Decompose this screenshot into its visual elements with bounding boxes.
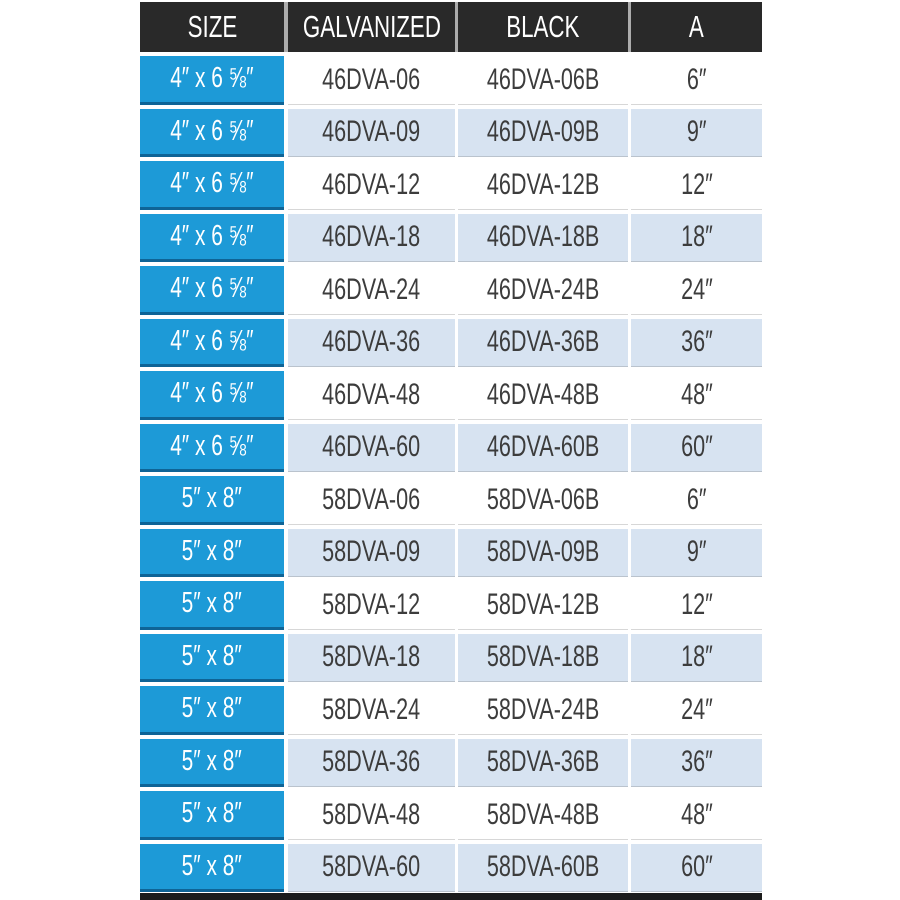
galvanized-cell — [288, 529, 455, 578]
size-cell-text: 4″ x 6 ⅝″ — [170, 429, 254, 462]
a-cell-text: 9″ — [686, 115, 707, 149]
a-cell-text: 6″ — [686, 62, 707, 96]
galvanized-cell-text: 58DVA-12 — [322, 587, 421, 621]
header-cell-size — [140, 2, 284, 52]
a-cell-text: 18″ — [680, 640, 713, 674]
galvanized-cell — [288, 371, 455, 420]
black-cell — [458, 56, 628, 105]
black-cell — [458, 266, 628, 315]
size-cell-text: 5″ x 8″ — [181, 744, 243, 777]
size-cell-text: 5″ x 8″ — [181, 849, 243, 882]
black-cell — [458, 686, 628, 735]
size-cell — [140, 319, 284, 368]
header-cell-galvanized — [288, 2, 455, 52]
table-row — [140, 109, 762, 158]
table-row — [140, 214, 762, 263]
galvanized-cell — [288, 739, 455, 788]
galvanized-cell — [288, 266, 455, 315]
black-cell-text: 58DVA-09B — [486, 535, 600, 569]
table-row — [140, 739, 762, 788]
table-row — [140, 634, 762, 683]
galvanized-cell — [288, 319, 455, 368]
galvanized-cell-text: 46DVA-06 — [322, 62, 421, 96]
black-cell-text: 46DVA-60B — [486, 430, 600, 464]
black-cell — [458, 791, 628, 840]
a-cell-text: 9″ — [686, 535, 707, 569]
a-cell — [631, 371, 762, 420]
size-cell-text: 5″ x 8″ — [181, 692, 243, 725]
galvanized-cell — [288, 844, 455, 893]
galvanized-cell-text: 58DVA-24 — [322, 692, 421, 726]
size-cell-text: 4″ x 6 ⅝″ — [170, 272, 254, 305]
a-cell-text: 12″ — [680, 587, 713, 621]
a-cell-text: 6″ — [686, 482, 707, 516]
a-cell-text: 24″ — [680, 692, 713, 726]
table-body — [140, 56, 762, 892]
table-row — [140, 319, 762, 368]
table-row — [140, 371, 762, 420]
black-cell-text: 58DVA-60B — [486, 850, 600, 884]
galvanized-cell — [288, 686, 455, 735]
galvanized-cell-text: 46DVA-36 — [322, 325, 421, 359]
black-cell — [458, 739, 628, 788]
size-cell-text: 4″ x 6 ⅝″ — [170, 377, 254, 410]
galvanized-cell — [288, 161, 455, 210]
size-cell-text: 5″ x 8″ — [181, 797, 243, 830]
galvanized-cell-text: 58DVA-06 — [322, 482, 421, 516]
a-cell — [631, 529, 762, 578]
table-row — [140, 529, 762, 578]
black-cell — [458, 109, 628, 158]
size-cell — [140, 109, 284, 158]
galvanized-cell-text: 58DVA-60 — [322, 850, 421, 884]
galvanized-cell-text: 46DVA-18 — [322, 220, 421, 254]
header-label-a: A — [689, 9, 704, 44]
size-cell — [140, 56, 284, 105]
table-row — [140, 424, 762, 473]
size-cell — [140, 844, 284, 893]
galvanized-cell-text: 58DVA-36 — [322, 745, 421, 779]
a-cell — [631, 686, 762, 735]
header-label-black: BLACK — [506, 9, 580, 44]
galvanized-cell-text: 46DVA-60 — [322, 430, 421, 464]
black-cell — [458, 424, 628, 473]
size-cell-text: 4″ x 6 ⅝″ — [170, 114, 254, 147]
galvanized-cell-text: 58DVA-09 — [322, 535, 421, 569]
table-bottom-border — [140, 893, 762, 900]
size-cell — [140, 686, 284, 735]
table-row — [140, 476, 762, 525]
a-cell — [631, 581, 762, 630]
black-cell-text: 58DVA-12B — [486, 587, 600, 621]
black-cell — [458, 214, 628, 263]
table-row — [140, 161, 762, 210]
a-cell — [631, 161, 762, 210]
galvanized-cell-text: 46DVA-12 — [322, 167, 421, 201]
a-cell — [631, 739, 762, 788]
spec-table — [140, 2, 762, 896]
a-cell — [631, 56, 762, 105]
a-cell — [631, 791, 762, 840]
a-cell-text: 36″ — [680, 745, 713, 779]
black-cell-text: 58DVA-24B — [486, 692, 600, 726]
size-cell-text: 5″ x 8″ — [181, 587, 243, 620]
size-cell-text: 5″ x 8″ — [181, 534, 243, 567]
galvanized-cell-text: 46DVA-48 — [322, 377, 421, 411]
black-cell-text: 58DVA-36B — [486, 745, 600, 779]
galvanized-cell — [288, 476, 455, 525]
size-cell — [140, 739, 284, 788]
a-cell — [631, 214, 762, 263]
table-header-row — [140, 2, 762, 52]
black-cell-text: 46DVA-12B — [486, 167, 600, 201]
black-cell — [458, 581, 628, 630]
table-row — [140, 581, 762, 630]
galvanized-cell — [288, 424, 455, 473]
header-label-galvanized: GALVANIZED — [302, 9, 441, 44]
black-cell-text: 46DVA-06B — [486, 62, 600, 96]
a-cell-text: 48″ — [680, 377, 713, 411]
size-cell — [140, 529, 284, 578]
a-cell — [631, 844, 762, 893]
table-row — [140, 266, 762, 315]
a-cell-text: 60″ — [680, 850, 713, 884]
black-cell-text: 58DVA-06B — [486, 482, 600, 516]
size-cell — [140, 581, 284, 630]
black-cell-text: 46DVA-18B — [486, 220, 600, 254]
size-cell — [140, 791, 284, 840]
black-cell — [458, 529, 628, 578]
galvanized-cell-text: 46DVA-09 — [322, 115, 421, 149]
black-cell-text: 46DVA-09B — [486, 115, 600, 149]
galvanized-cell-text: 58DVA-48 — [322, 797, 421, 831]
size-cell — [140, 476, 284, 525]
galvanized-cell — [288, 109, 455, 158]
size-cell — [140, 214, 284, 263]
galvanized-cell — [288, 56, 455, 105]
a-cell-text: 60″ — [680, 430, 713, 464]
black-cell-text: 46DVA-48B — [486, 377, 600, 411]
galvanized-cell — [288, 791, 455, 840]
a-cell-text: 24″ — [680, 272, 713, 306]
table-row — [140, 56, 762, 105]
size-cell — [140, 266, 284, 315]
a-cell-text: 36″ — [680, 325, 713, 359]
size-cell-text: 4″ x 6 ⅝″ — [170, 324, 254, 357]
size-cell — [140, 424, 284, 473]
a-cell — [631, 424, 762, 473]
black-cell — [458, 844, 628, 893]
a-cell-text: 18″ — [680, 220, 713, 254]
table-row — [140, 686, 762, 735]
a-cell — [631, 319, 762, 368]
galvanized-cell — [288, 581, 455, 630]
header-cell-black — [458, 2, 628, 52]
galvanized-cell — [288, 214, 455, 263]
size-cell-text: 4″ x 6 ⅝″ — [170, 62, 254, 95]
size-cell-text: 4″ x 6 ⅝″ — [170, 219, 254, 252]
black-cell-text: 58DVA-48B — [486, 797, 600, 831]
header-label-size: SIZE — [187, 9, 237, 44]
black-cell-text: 46DVA-24B — [486, 272, 600, 306]
table-row — [140, 791, 762, 840]
size-cell — [140, 634, 284, 683]
black-cell — [458, 161, 628, 210]
a-cell — [631, 634, 762, 683]
a-cell — [631, 109, 762, 158]
size-cell-text: 5″ x 8″ — [181, 482, 243, 515]
black-cell — [458, 371, 628, 420]
header-cell-a — [631, 2, 762, 52]
a-cell-text: 12″ — [680, 167, 713, 201]
black-cell — [458, 476, 628, 525]
black-cell-text: 58DVA-18B — [486, 640, 600, 674]
size-cell-text: 5″ x 8″ — [181, 639, 243, 672]
size-cell — [140, 371, 284, 420]
table-row — [140, 844, 762, 893]
a-cell — [631, 476, 762, 525]
galvanized-cell-text: 58DVA-18 — [322, 640, 421, 674]
a-cell — [631, 266, 762, 315]
galvanized-cell-text: 46DVA-24 — [322, 272, 421, 306]
black-cell — [458, 319, 628, 368]
galvanized-cell — [288, 634, 455, 683]
black-cell-text: 46DVA-36B — [486, 325, 600, 359]
size-cell-text: 4″ x 6 ⅝″ — [170, 167, 254, 200]
size-cell — [140, 161, 284, 210]
black-cell — [458, 634, 628, 683]
a-cell-text: 48″ — [680, 797, 713, 831]
